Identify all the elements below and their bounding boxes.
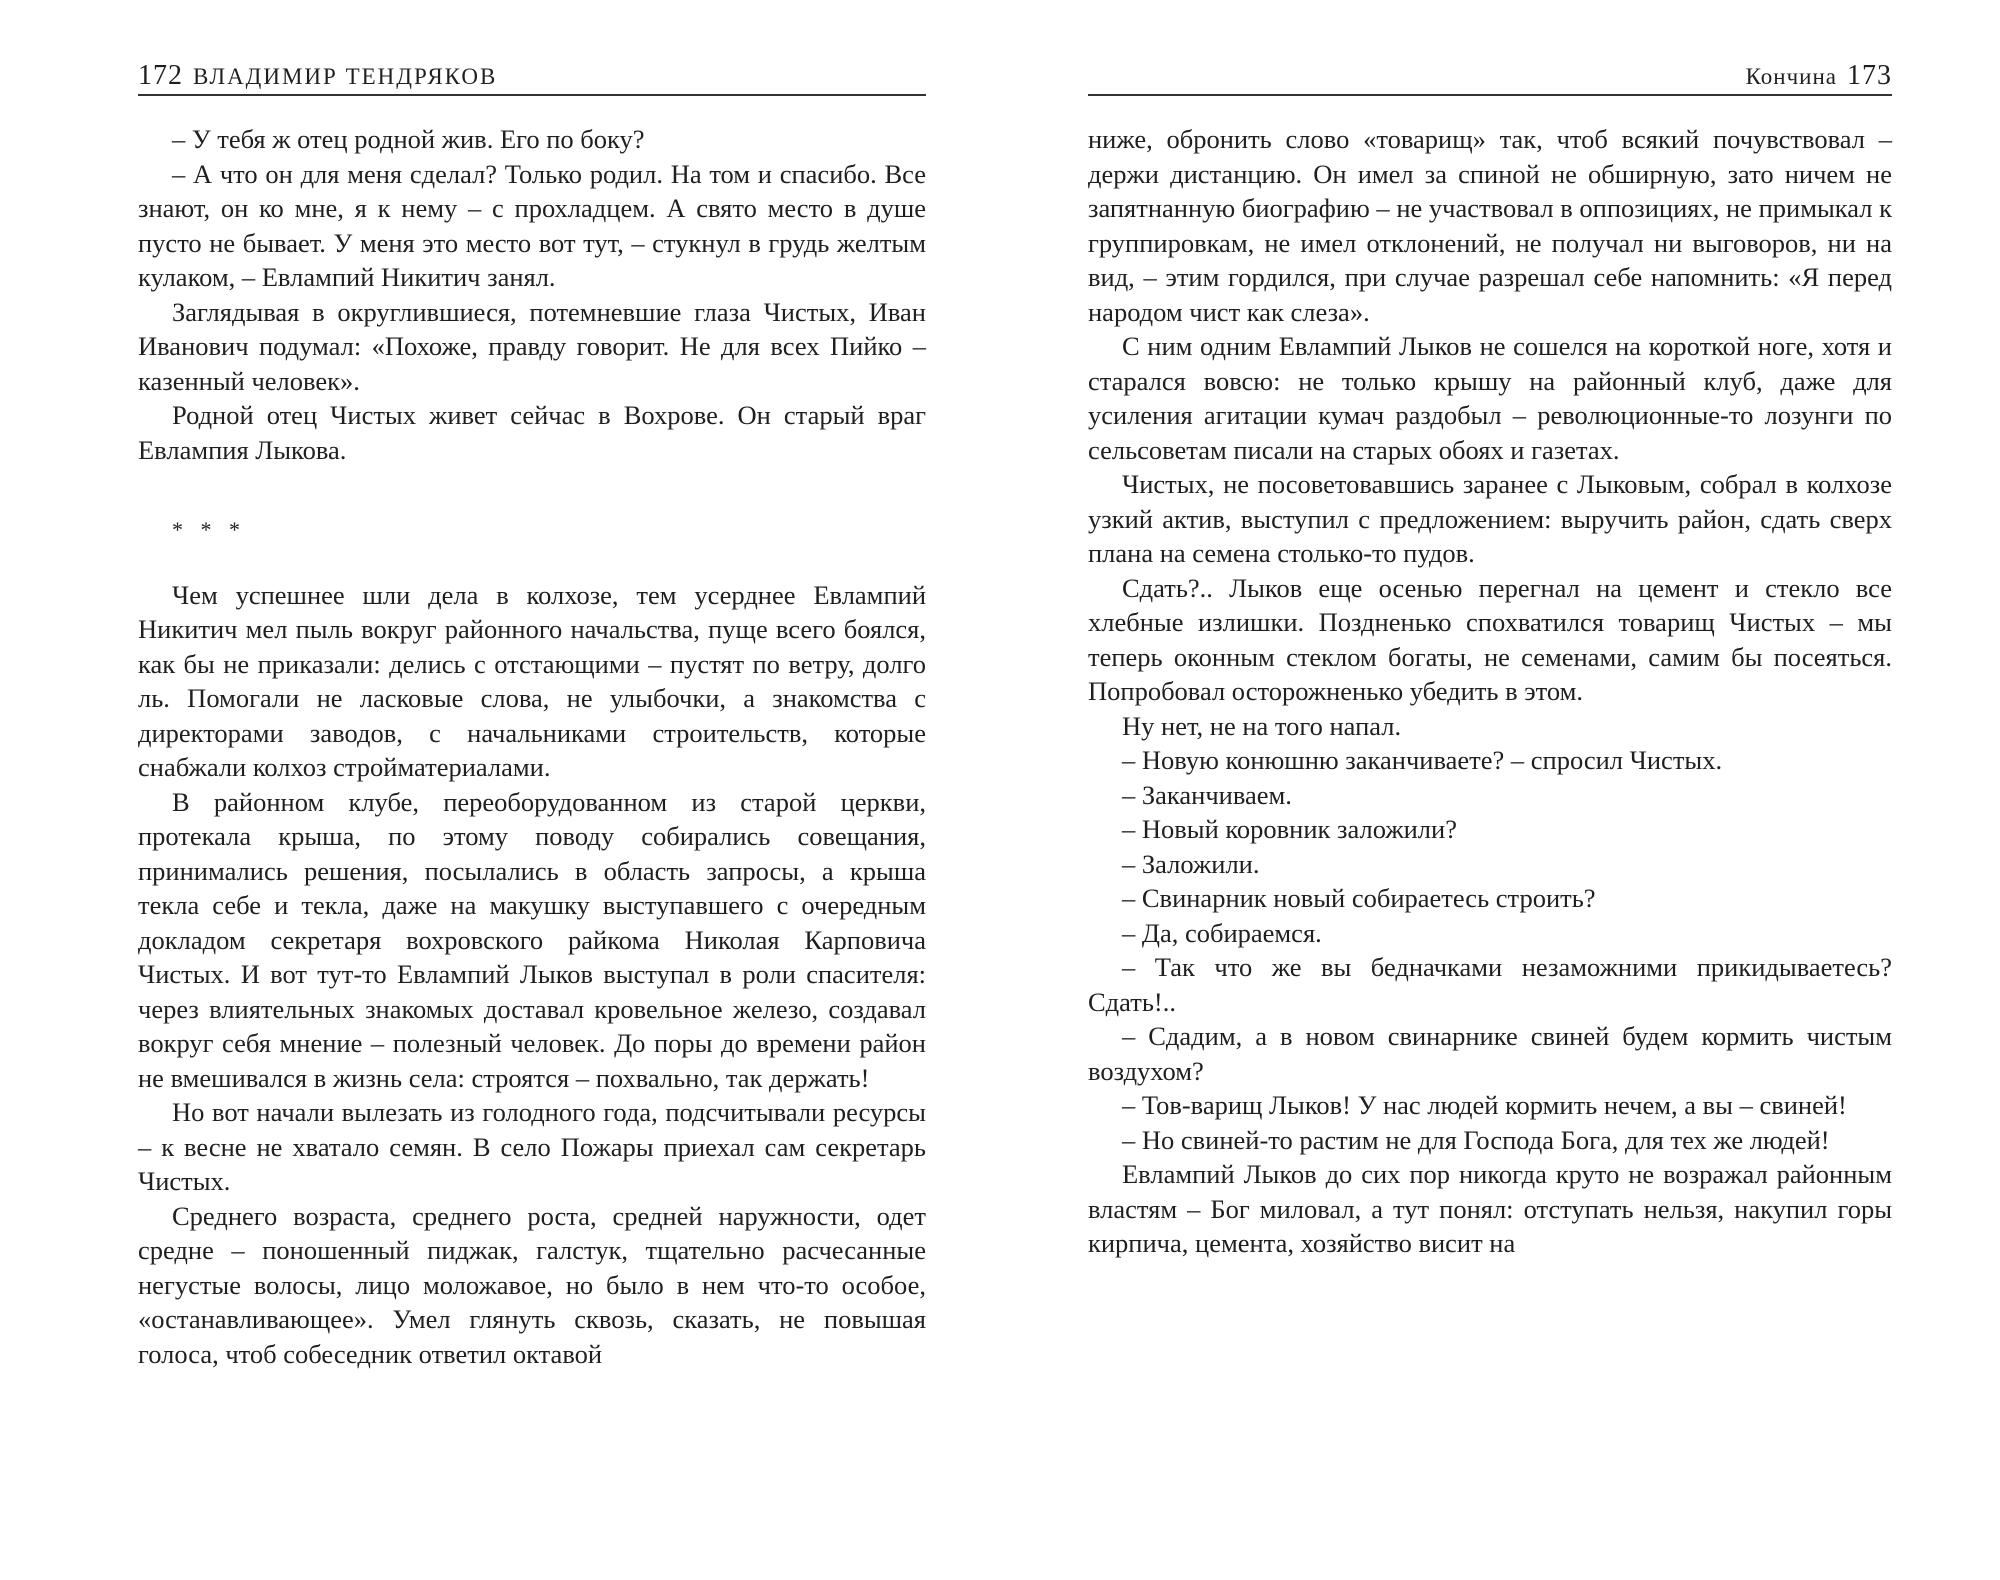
dialogue-line: – Да, собираемся.: [1122, 917, 1322, 948]
dialogue-line: – Сдадим, а в новом свинарнике свиней будем кормить чистым воздухом?: [1088, 1021, 1892, 1086]
paragraph: Родной отец Чистых живет сейчас в Вохрове. Он старый враг Евлампия Лыкова.: [138, 400, 926, 465]
right-page-header: [1088, 50, 1892, 96]
dialogue-line: – Заканчиваем.: [1122, 779, 1292, 810]
left-page-header: [138, 50, 926, 96]
dialogue-line: – Но свиней-то растим не для Господа Бога, для тех же людей!: [1122, 1124, 1830, 1155]
paragraph: ниже, обронить слово «товарищ» так, чтоб всякий почувствовал – держи дистанцию. Он имел за спиной не обширную, зато ничем не запятнанную биографию – не участвовал в оппозициях, не примыкал к группировкам, не имел отклонений, не получал ни выговоров, ни на вид, – этим гордился, при случае разрешал себе напомнить: «Я перед народом чист как слеза».: [1088, 124, 1892, 327]
paragraph: С ним одним Евлампий Лыков не сошелся на короткой ноге, хотя и старался вовсю: не только крышу на районный клуб, даже для усиления агитации кумач раздобыл – революционные-то лозунги по сельсоветам писали на старых обоях и газетах.: [1088, 331, 1892, 465]
paragraph: Ну нет, не на того напал.: [1122, 710, 1402, 741]
dialogue-line: – Новый коровник заложили?: [1122, 814, 1457, 844]
paragraph: – А что он для меня сделал? Только родил. На том и спасибо. Все знают, он ко мне, я к нему – с прохладцем. А свято место в душе пусто не бывает. У меня это место вот тут, – стукнул в грудь желтым кулаком, – Евлампий Никитич занял.: [138, 158, 926, 292]
paragraph: Евлампий Лыков до сих пор никогда круто не возражал районным властям – Бог миловал, а тут понял: отступать нельзя, накупил горы кирпича, цемента, хозяйство висит на: [1088, 1159, 1892, 1258]
paragraph: Заглядывая в округлившиеся, потемневшие глаза Чистых, Иван Иванович подумал: «Похоже, правду говорит. Не для всех Пийко – казенный человек».: [138, 296, 926, 396]
paragraph: Но вот начали вылезать из голодного года, подсчитывали ресурсы – к весне не хватало семян. В село Пожары приехал сам секретарь Чистых.: [138, 1097, 926, 1196]
left-page-body: [138, 122, 926, 1371]
running-head-title: Кончина: [1745, 64, 1837, 89]
paragraph: Среднего возраста, среднего роста, средней наружности, одет средне – поношенный пиджак, галстук, тщательно расчесанные негустые волосы, лицо моложавое, но было в нем что-то особое, «останавливающее». Умел глянуть сквозь, сказать, не повышая голоса, чтоб собеседник ответил октавой: [138, 1200, 926, 1369]
dialogue-line: – Новую конюшню заканчиваете? – спросил Чистых.: [1122, 745, 1723, 775]
dialogue-line: – Свинарник новый собираетесь строить?: [1122, 883, 1596, 913]
page-number: 172: [138, 60, 183, 91]
dialogue-line: – Заложили.: [1122, 848, 1260, 879]
paragraph: Чем успешнее шли дела в колхозе, тем усерднее Евлампий Никитич мел пыль вокруг районного начальства, пуще всего боялся, как бы не приказали: делись с отстающими – пустят по ветру, долго ль. Помогали не ласковые слова, не улыбочки, а знакомства с директорами заводов, с начальниками строительств, которые снабжали колхоз стройматериалами.: [138, 579, 926, 782]
right-page-body: [1088, 122, 1892, 1261]
paragraph: – У тебя ж отец родной жив. Его по боку?: [172, 124, 645, 154]
page-number: 173: [1847, 60, 1892, 91]
section-separator: * * *: [172, 517, 246, 542]
dialogue-line: – Так что же вы бедначками незаможними прикидываетесь? Сдать!..: [1088, 952, 1892, 1017]
paragraph: Сдать?.. Лыков еще осенью перегнал на цемент и стекло все хлебные излишки. Поздненько спохватился товарищ Чистых – мы теперь оконным стеклом богаты, не семенами, самим бы посеяться. Попробовал осторожненько убедить в этом.: [1088, 572, 1892, 706]
right-page: [1000, 0, 2000, 1580]
dialogue-line: – Тов-варищ Лыков! У нас людей кормить нечем, а вы – свиней!: [1122, 1090, 1847, 1120]
paragraph: Чистых, не посоветовавшись заранее с Лыковым, собрал в колхозе узкий актив, выступил с предложением: выручить район, сдать сверх плана на семена столько-то пудов.: [1088, 469, 1892, 568]
running-head-author: ВЛАДИМИР ТЕНДРЯКОВ: [193, 64, 498, 89]
paragraph: В районном клубе, переоборудованном из старой церкви, протекала крыша, по этому поводу собирались совещания, принимались решения, посылались в область запросы, а крыша текла себе и текла, даже на макушку выступавшего с очередным докладом секретаря вохровского райкома Николая Карповича Чистых. И вот тут-то Евлампий Лыков выступал в роли спасителя: через влиятельных знакомых доставал кровельное железо, создавал вокруг себя мнение – полезный человек. До поры до времени район не вмешивался в жизнь села: строятся – похвально, так держать!: [138, 786, 926, 1093]
